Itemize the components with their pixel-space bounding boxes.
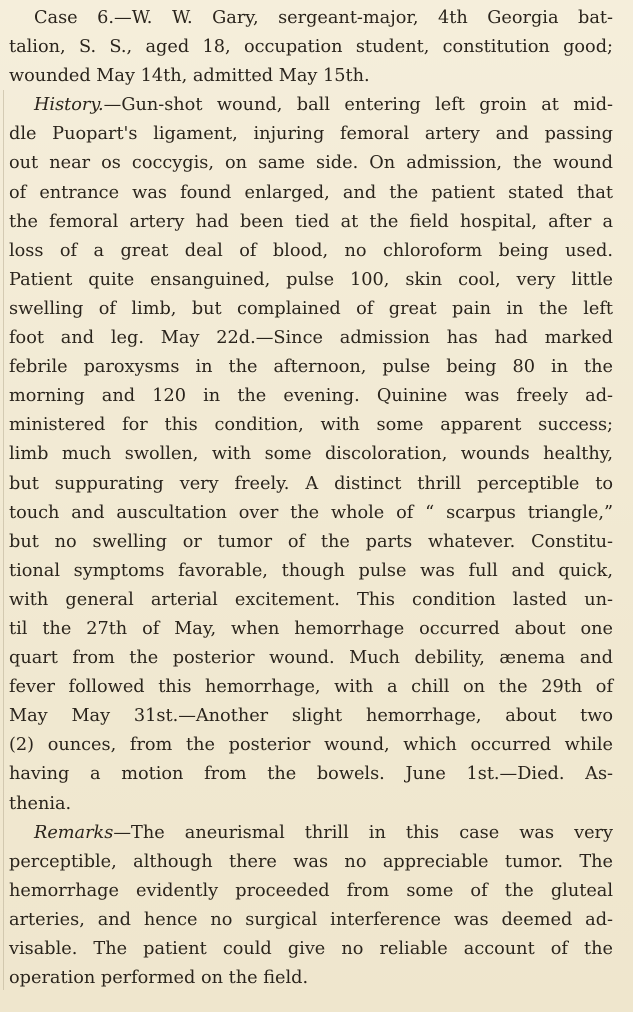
text-line: wounded May 14th, admitted May 15th.	[9, 66, 370, 87]
text-line: febrile paroxysms in the afternoon, pulse being 80 in the	[9, 357, 613, 378]
text-line: out near os coccygis, on same side. On admission, the wound	[9, 153, 613, 174]
text-line: foot and leg. May 22d.—Since admission has had marked	[9, 328, 613, 349]
text-line: arteries, and hence no surgical interference was deemed ad-	[9, 909, 613, 930]
remarks-label: Remarks	[34, 822, 114, 843]
text-line: touch and auscultation over the whole of “ scarpus triangle,”	[9, 502, 613, 523]
text-segment: —Gun-shot wound, ball entering left groin at mid-	[103, 95, 613, 116]
text-line: having a motion from the bowels. June 1st.—Died. As-	[9, 764, 613, 785]
history-label: History.	[34, 95, 104, 116]
text-line: May May 31st.—Another slight hemorrhage, about two	[9, 706, 613, 727]
text-line: loss of a great deal of blood, no chloroform being used.	[9, 240, 613, 261]
history-paragraph	[9, 91, 613, 818]
text-line: swelling of limb, but complained of great pain in the left	[9, 298, 613, 319]
text-line: hemorrhage evidently proceeded from some of the gluteal	[9, 880, 613, 901]
text-line: fever followed this hemorrhage, with a chill on the 29th of	[9, 677, 613, 698]
text-line: but no swelling or tumor of the parts whatever. Constitu-	[9, 531, 613, 552]
remarks-first-line	[9, 819, 613, 848]
case-report	[9, 4, 613, 993]
text-line: operation performed on the field.	[9, 968, 309, 989]
case-paragraph	[9, 4, 613, 91]
text-line: (2) ounces, from the posterior wound, which occurred while	[9, 735, 613, 756]
text-line: tional symptoms favorable, though pulse was full and quick,	[9, 560, 613, 581]
text-line: morning and 120 in the evening. Quinine was freely ad-	[9, 386, 613, 407]
text-line: but suppurating very freely. A distinct thrill perceptible to	[9, 473, 613, 494]
text-line: quart from the posterior wound. Much debility, ænema and	[9, 648, 613, 669]
history-first-line	[9, 91, 613, 120]
text-segment: —The aneurismal thrill in this case was very	[113, 822, 613, 843]
text-line: ministered for this condition, with some apparent success;	[9, 415, 613, 436]
text-line: of entrance was found enlarged, and the patient stated that	[9, 182, 613, 203]
remarks-paragraph	[9, 819, 613, 994]
text-line: perceptible, although there was no appreciable tumor. The	[9, 851, 613, 872]
text-line: Case 6.—W. W. Gary, sergeant-major, 4th Georgia bat-	[34, 8, 613, 28]
text-line: Patient quite ensanguined, pulse 100, skin cool, very little	[9, 269, 613, 290]
text-line: limb much swollen, with some discoloration, wounds healthy,	[9, 444, 613, 465]
text-line: talion, S. S., aged 18, occupation student, constitution good;	[9, 37, 613, 58]
text-line: with general arterial excitement. This condition lasted un-	[9, 589, 613, 610]
text-line: visable. The patient could give no reliable account of the	[9, 939, 613, 959]
text-line: til the 27th of May, when hemorrhage occurred about one	[9, 618, 613, 639]
text-line: the femoral artery had been tied at the field hospital, after a	[9, 211, 613, 232]
text-line: thenia.	[9, 793, 72, 814]
text-line: dle Puopart's ligament, injuring femoral artery and passing	[9, 124, 613, 145]
column-rule	[3, 90, 4, 990]
